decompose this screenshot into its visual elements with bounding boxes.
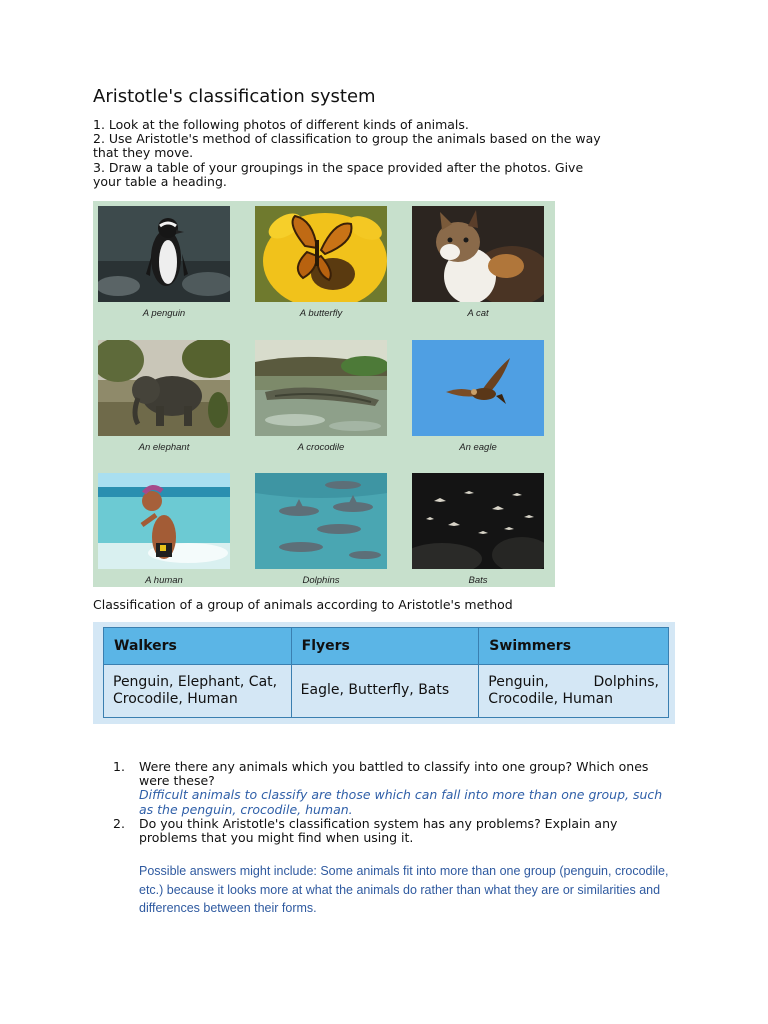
photo-cell-bats [412, 473, 544, 586]
animal-photo-grid [93, 201, 555, 587]
photo-caption: A penguin [142, 308, 186, 319]
photo-caption: A crocodile [297, 442, 345, 453]
photo-cell-human [98, 473, 230, 586]
photo-caption: An elephant [138, 442, 190, 453]
cat-photo-icon [412, 206, 544, 302]
eagle-photo-icon [412, 340, 544, 436]
dolphins-photo-icon [255, 473, 387, 569]
table-cell-walkers: Penguin, Elephant, Cat, Crocodile, Human [104, 665, 292, 718]
bats-photo-icon [412, 473, 544, 569]
photo-caption: Dolphins [302, 575, 340, 586]
column-header-swimmers: Swimmers [479, 628, 669, 665]
photo-cell-crocodile [255, 340, 387, 453]
photo-caption: A butterfly [299, 308, 343, 319]
penguin-photo-icon [98, 206, 230, 302]
photo-cell-eagle [412, 340, 544, 453]
butterfly-photo-icon [255, 206, 387, 302]
photo-cell-dolphins [255, 473, 387, 586]
instructions-list [93, 118, 613, 189]
human-photo-icon [98, 473, 230, 569]
question-item [113, 760, 673, 817]
table-cell-swimmers: Penguin, Dolphins, Crocodile, Human [479, 665, 669, 718]
classification-table-container [93, 622, 675, 724]
table-row [104, 665, 669, 718]
column-header-walkers: Walkers [104, 628, 292, 665]
page-title: Aristotle's classification system [93, 86, 376, 107]
question-text: Do you think Aristotle's classification system has any problems? Explain any problems that you might find when using it. [139, 815, 618, 846]
question-answer: Difficult animals to classify are those which can fall into more than one group, such as the penguin, crocodile, human. [139, 787, 663, 817]
photo-cell-penguin [98, 206, 230, 319]
photo-cell-elephant [98, 340, 230, 453]
questions-list [113, 760, 673, 845]
instruction-item: 2. Use Aristotle's method of classification to group the animals based on the way that they move. [93, 131, 601, 161]
photo-cell-butterfly [255, 206, 387, 319]
photo-caption: An eagle [459, 442, 497, 453]
instruction-item: 1. Look at the following photos of different kinds of animals. [93, 117, 469, 132]
possible-answers: Possible answers might include: Some animals fit into more than one group (penguin, crocodile, etc.) because it looks more at what the animals do rather than what they are or similarities and differences between their forms. [139, 864, 669, 915]
question-number: 1. [113, 759, 125, 774]
photo-caption: A human [145, 575, 183, 586]
photo-caption: A cat [467, 308, 489, 319]
crocodile-photo-icon [255, 340, 387, 436]
classification-table [103, 627, 669, 718]
question-item [113, 817, 673, 845]
photo-caption: Bats [468, 575, 488, 586]
question-number: 2. [113, 815, 125, 831]
table-cell-flyers: Eagle, Butterfly, Bats [291, 665, 479, 718]
elephant-photo-icon [98, 340, 230, 436]
photo-cell-cat [412, 206, 544, 319]
instruction-item: 3. Draw a table of your groupings in the space provided after the photos. Give your table a heading. [93, 159, 584, 189]
column-header-flyers: Flyers [291, 628, 479, 665]
table-caption: Classification of a group of animals according to Aristotle's method [93, 597, 513, 612]
question-text: Were there any animals which you battled to classify into one group? Which ones were these? [139, 759, 649, 789]
table-header-row [104, 628, 669, 665]
